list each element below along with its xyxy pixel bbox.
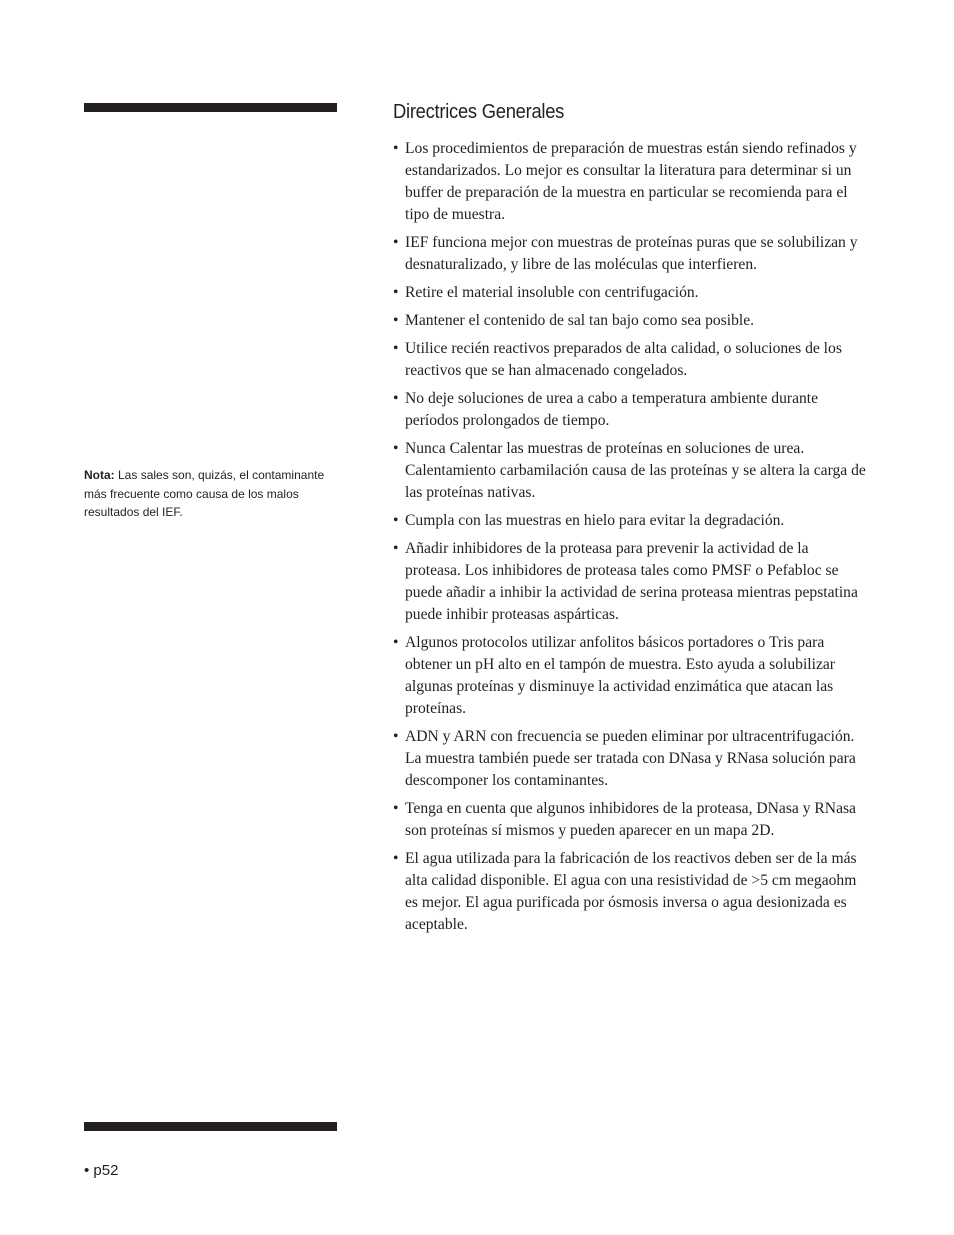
list-item: • Nunca Calentar las muestras de proteínas en soluciones de urea. Calentamiento carbamilación causa de las proteínas y se altera la carga de las proteínas nativas. [393,438,867,504]
bottom-divider-bar [84,1122,337,1131]
section-title: Directrices Generales [393,101,565,123]
main-content [393,98,867,942]
list-item: • Cumpla con las muestras en hielo para evitar la degradación. [393,510,867,532]
list-item: • El agua utilizada para la fabricación de los reactivos deben ser de la más alta calidad disponible. El agua con una resistividad de >5 cm megaohm es mejor. El agua purificada por ósmosis inversa o agua desionizada es aceptable. [393,848,867,936]
list-item: • Utilice recién reactivos preparados de alta calidad, o soluciones de los reactivos que se han almacenado congelados. [393,338,867,382]
top-divider-bar [84,103,337,112]
list-item: • No deje soluciones de urea a cabo a temperatura ambiente durante períodos prolongados de tiempo. [393,388,867,432]
side-note [84,466,342,522]
list-item: • Algunos protocolos utilizar anfolitos básicos portadores o Tris para obtener un pH alto en el tampón de muestra. Esto ayuda a solubilizar algunas proteínas y disminuye la actividad enzimática que atacan las proteínas. [393,632,867,720]
list-item: • Retire el material insoluble con centrifugación. [393,282,867,304]
list-item: • Añadir inhibidores de la proteasa para prevenir la actividad de la proteasa. Los inhibidores de proteasa tales como PMSF o Pefabloc se puede añadir a inhibir la actividad de serina proteasa mientras pepstatina puede inhibir proteasas aspárticas. [393,538,867,626]
guidelines-list [393,138,867,936]
list-item: • ADN y ARN con frecuencia se pueden eliminar por ultracentrifugación. La muestra también puede ser tratada con DNasa y RNasa solución para descomponer los contaminantes. [393,726,867,792]
note-label: Nota: [84,468,115,482]
list-item: • Los procedimientos de preparación de muestras están siendo refinados y estandarizados. Lo mejor es consultar la literatura para determinar si un buffer de preparación de la muestra en particular se recomienda para el tipo de muestra. [393,138,867,226]
note-text: Las sales son, quizás, el contaminante más frecuente como causa de los malos resultados del IEF. [84,468,325,519]
list-item: • Mantener el contenido de sal tan bajo como sea posible. [393,310,867,332]
list-item: • Tenga en cuenta que algunos inhibidores de la proteasa, DNasa y RNasa son proteínas sí mismos y pueden aparecer en un mapa 2D. [393,798,867,842]
list-item: • IEF funciona mejor con muestras de proteínas puras que se solubilizan y desnaturalizado, y libre de las moléculas que interfieren. [393,232,867,276]
page-number: • p52 [84,1162,119,1179]
